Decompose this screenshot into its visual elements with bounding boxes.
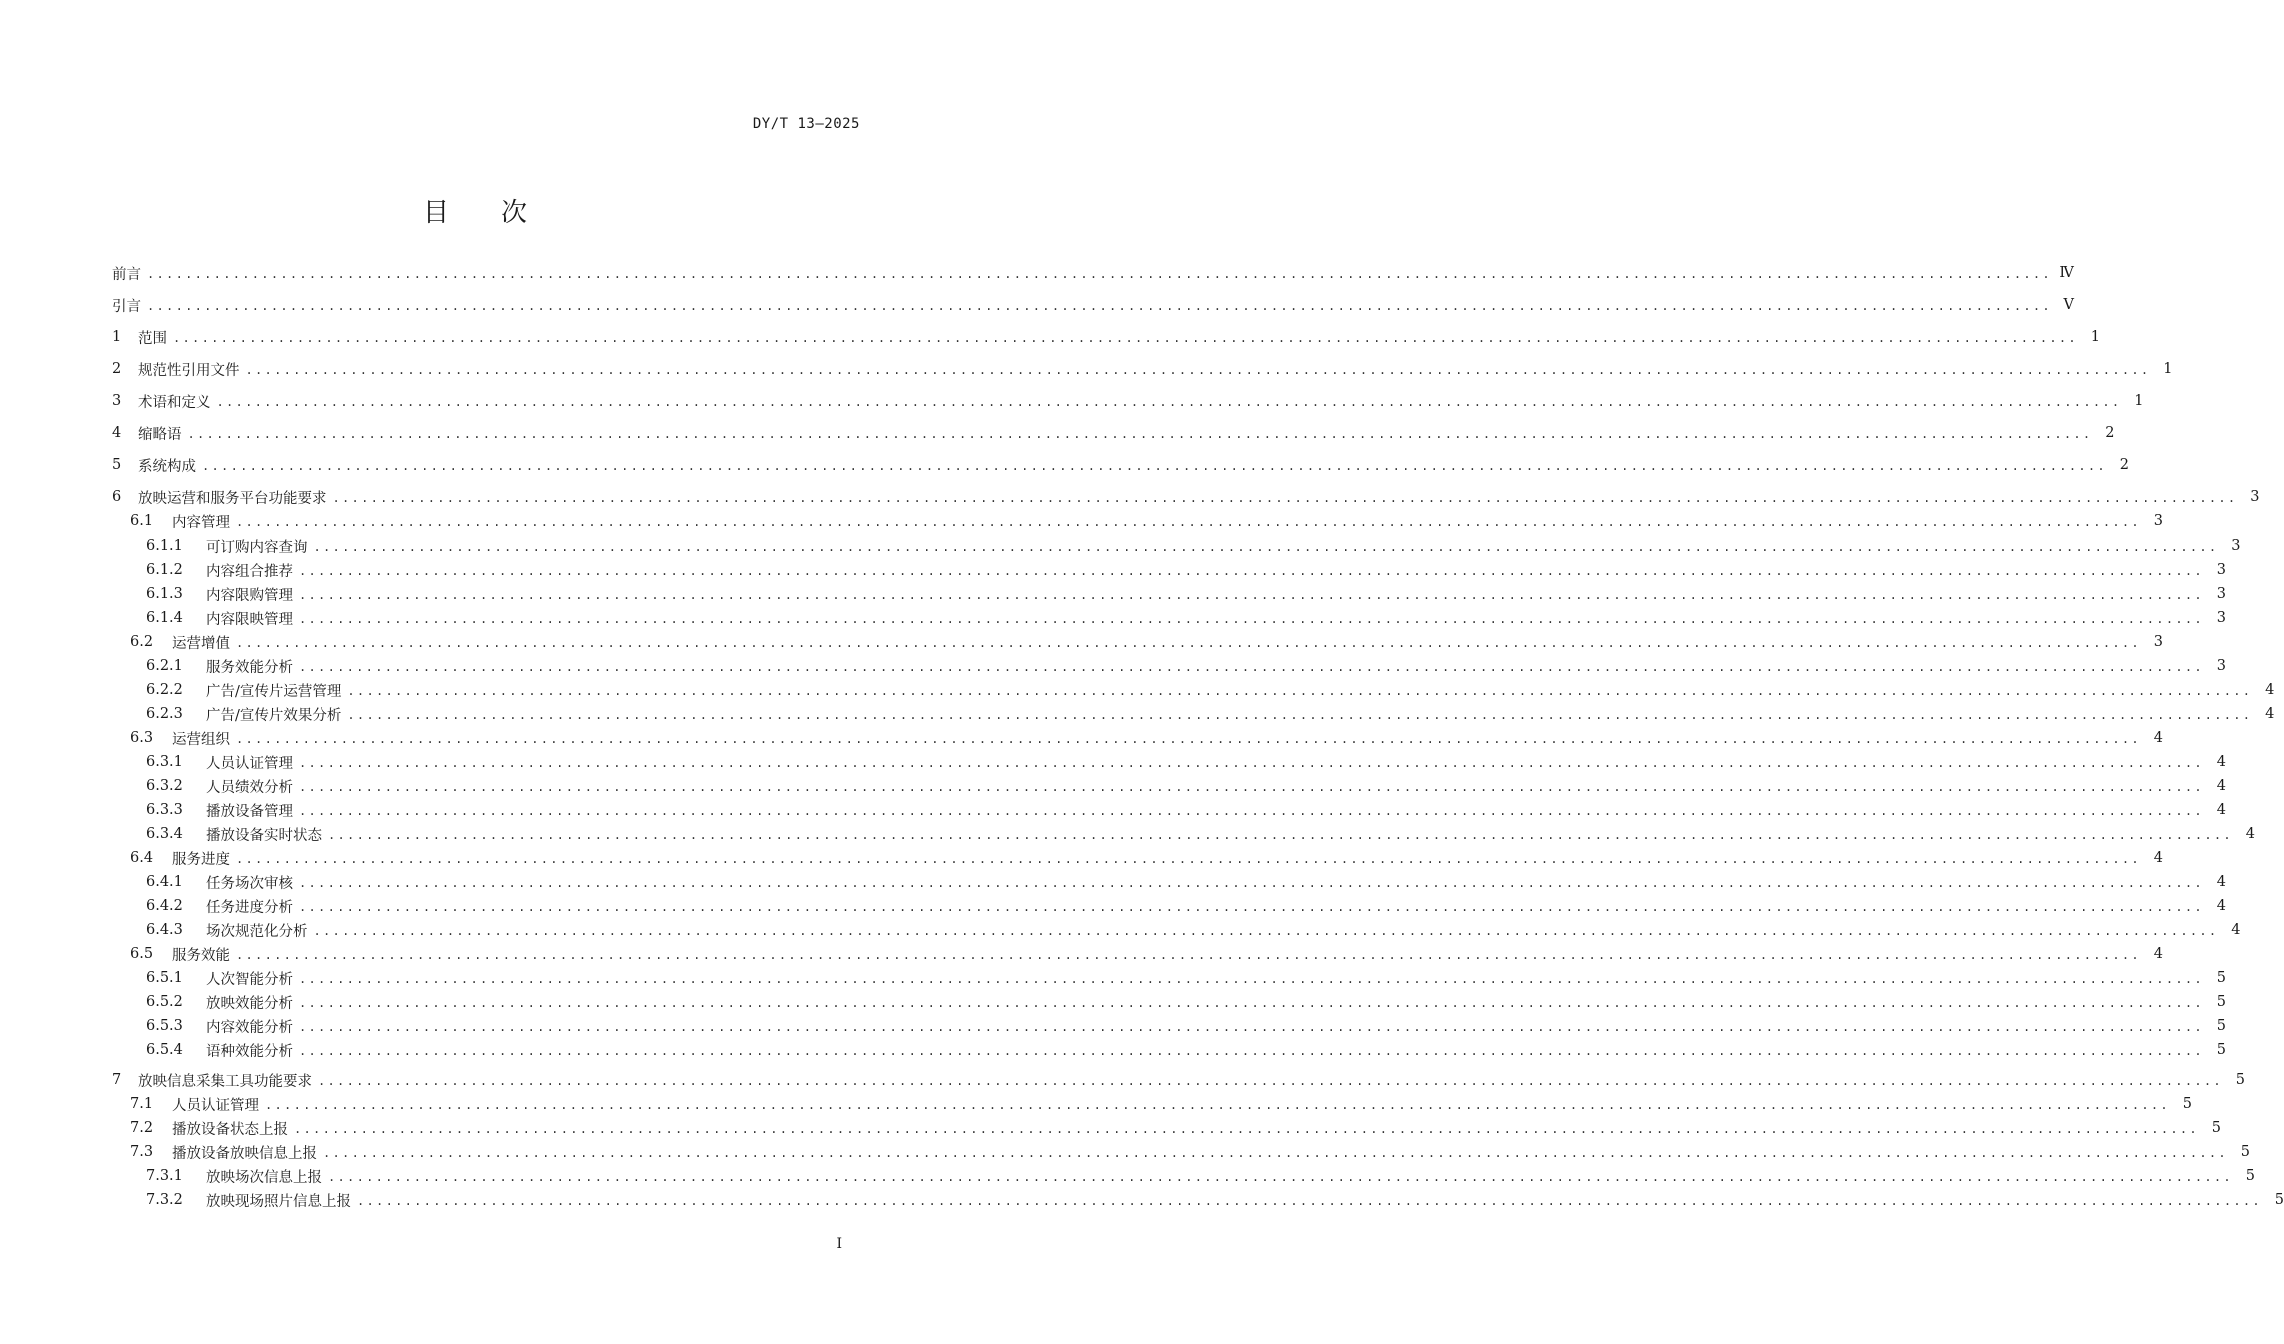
toc-entry-page: 4 <box>2153 730 2163 746</box>
toc-entry-page: 1 <box>2090 329 2100 345</box>
toc-entry[interactable] <box>112 535 2241 557</box>
toc-entry-label: 内容效能分析 <box>206 1019 293 1036</box>
toc-entry[interactable] <box>112 679 2275 701</box>
toc-entry-page: 4 <box>2216 874 2226 890</box>
toc-entry[interactable] <box>112 422 2115 444</box>
toc-entry-label: 播放设备状态上报 <box>172 1121 288 1138</box>
toc-entry-label: 缩略语 <box>138 426 182 443</box>
toc-leader-dots: ........................................................................................................................................................................................................ <box>313 924 2219 938</box>
toc-entry-label: 服务进度 <box>172 851 230 868</box>
toc-entry-page: Ⅴ <box>2063 297 2074 313</box>
toc-entry-page: 4 <box>2231 922 2241 938</box>
toc-entry-number: 6 <box>112 489 122 505</box>
toc-entry[interactable] <box>112 262 2074 284</box>
toc-entry[interactable] <box>112 1141 2250 1163</box>
toc-entry[interactable] <box>112 631 2163 653</box>
toc-entry-number: 6.1.1 <box>146 538 183 554</box>
toc-entry-label: 内容限购管理 <box>206 587 293 604</box>
title-char-1: 目 <box>422 198 449 228</box>
toc-leader-dots: ........................................................................................................................................................................................................ <box>236 852 2141 866</box>
toc-entry-label: 内容管理 <box>172 514 230 531</box>
toc-entry[interactable] <box>112 799 2226 821</box>
toc-leader-dots: ........................................................................................................................................................................................................ <box>328 1170 2233 1184</box>
toc-leader-dots: ........................................................................................................................................................................................................ <box>299 564 2204 578</box>
toc-leader-dots: ........................................................................................................................................................................................................ <box>328 828 2233 842</box>
toc-entry-label: 规范性引用文件 <box>138 362 240 379</box>
toc-entry-label: 广告/宣传片运营管理 <box>206 683 342 700</box>
toc-entry-number: 7.3.1 <box>146 1168 183 1184</box>
toc-entry-label: 人员认证管理 <box>206 755 293 772</box>
toc-leader-dots: ........................................................................................................................................................................................................ <box>202 459 2107 473</box>
toc-leader-dots: ........................................................................................................................................................................................................ <box>318 1074 2223 1088</box>
toc-leader-dots: ........................................................................................................................................................................................................ <box>236 636 2141 650</box>
toc-entry[interactable] <box>112 390 2144 412</box>
toc-entry-page: 2 <box>2119 457 2129 473</box>
toc-entry-page: 2 <box>2105 425 2115 441</box>
toc-entry-label: 前言 <box>112 266 141 283</box>
toc-entry-page: 4 <box>2153 946 2163 962</box>
toc-entry-number: 6.5.1 <box>146 970 183 986</box>
toc-leader-dots: ........................................................................................................................................................................................................ <box>236 515 2141 529</box>
toc-entry[interactable] <box>112 727 2163 749</box>
toc-leader-dots: ........................................................................................................................................................................................................ <box>299 780 2204 794</box>
toc-entry-page: 3 <box>2153 634 2163 650</box>
toc-entry-page: Ⅳ <box>2059 265 2074 281</box>
toc-entry-page: 3 <box>2216 586 2226 602</box>
toc-entry-label: 放映效能分析 <box>206 995 293 1012</box>
toc-entry-page: 5 <box>2216 1042 2226 1058</box>
toc-entry-label: 服务效能分析 <box>206 659 293 676</box>
toc-entry-label: 播放设备管理 <box>206 803 293 820</box>
toc-leader-dots: ........................................................................................................................................................................................................ <box>187 427 2093 441</box>
toc-entry[interactable] <box>112 559 2226 581</box>
toc-entry[interactable] <box>112 1015 2226 1037</box>
toc-entry[interactable] <box>112 1189 2284 1211</box>
toc-entry-label: 播放设备实时状态 <box>206 827 322 844</box>
toc-entry-page: 5 <box>2274 1192 2284 1208</box>
toc-entry[interactable] <box>112 1117 2221 1139</box>
toc-entry[interactable] <box>112 655 2226 677</box>
toc-leader-dots: ........................................................................................................................................................................................................ <box>313 540 2219 554</box>
toc-leader-dots: ........................................................................................................................................................................................................ <box>299 900 2204 914</box>
toc-entry-page: 4 <box>2265 706 2275 722</box>
toc-entry-number: 6.1.2 <box>146 562 183 578</box>
toc-leader-dots: ........................................................................................................................................................................................................ <box>216 395 2122 409</box>
toc-entry[interactable] <box>112 1093 2192 1115</box>
toc-entry[interactable] <box>112 703 2275 725</box>
toc-entry-page: 3 <box>2216 562 2226 578</box>
toc-entry-label: 广告/宣传片效果分析 <box>206 707 342 724</box>
toc-entry-number: 6.3.3 <box>146 802 183 818</box>
toc-entry-page: 3 <box>2231 538 2241 554</box>
toc-entry-label: 系统构成 <box>138 458 196 475</box>
title-char-2: 次 <box>501 198 528 228</box>
toc-leader-dots: ........................................................................................................................................................................................................ <box>265 1098 2170 1112</box>
toc-entry[interactable] <box>112 919 2241 941</box>
toc-entry[interactable] <box>112 847 2163 869</box>
toc-entry[interactable] <box>112 294 2074 316</box>
toc-entry-page: 4 <box>2265 682 2275 698</box>
toc-entry[interactable] <box>112 823 2255 845</box>
toc-leader-dots: ........................................................................................................................................................................................................ <box>147 267 2052 281</box>
toc-entry-number: 6.1 <box>130 513 154 529</box>
toc-entry-label: 范围 <box>138 330 167 347</box>
toc-entry-number: 4 <box>112 425 122 441</box>
toc-entry-number: 3 <box>112 393 122 409</box>
toc-entry-number: 6.4 <box>130 850 154 866</box>
toc-leader-dots: ........................................................................................................................................................................................................ <box>299 588 2204 602</box>
toc-leader-dots: ........................................................................................................................................................................................................ <box>173 331 2078 345</box>
toc-entry-label: 人员认证管理 <box>172 1097 259 1114</box>
toc-entry[interactable] <box>112 486 2260 508</box>
toc-entry-number: 6.4.1 <box>146 874 183 890</box>
toc-entry-label: 内容组合推荐 <box>206 563 293 580</box>
toc-entry-label: 放映场次信息上报 <box>206 1169 322 1186</box>
toc-entry-label: 语种效能分析 <box>206 1043 293 1060</box>
toc-entry-page: 5 <box>2216 970 2226 986</box>
toc-entry-label: 场次规范化分析 <box>206 923 308 940</box>
toc-entry-page: 4 <box>2153 850 2163 866</box>
toc-leader-dots: ........................................................................................................................................................................................................ <box>299 996 2204 1010</box>
toc-entry-page: 5 <box>2235 1072 2245 1088</box>
toc-entry-label: 术语和定义 <box>138 394 211 411</box>
toc-entry[interactable] <box>112 775 2226 797</box>
toc-entry-number: 2 <box>112 361 122 377</box>
toc-leader-dots: ........................................................................................................................................................................................................ <box>332 491 2238 505</box>
toc-entry-number: 7 <box>112 1072 122 1088</box>
toc-entry-label: 人次智能分析 <box>206 971 293 988</box>
toc-entry[interactable] <box>112 751 2226 773</box>
toc-entry-number: 1 <box>112 329 122 345</box>
toc-entry-page: 3 <box>2216 658 2226 674</box>
toc-entry-number: 6.2 <box>130 634 154 650</box>
toc-entry[interactable] <box>112 943 2163 965</box>
toc-entry-number: 6.2.1 <box>146 658 183 674</box>
toc-entry[interactable] <box>112 1069 2245 1091</box>
toc-entry[interactable] <box>112 326 2100 348</box>
toc-leader-dots: ........................................................................................................................................................................................................ <box>299 756 2204 770</box>
toc-entry-number: 7.1 <box>130 1096 154 1112</box>
toc-entry-number: 6.5.4 <box>146 1042 183 1058</box>
toc-entry-label: 运营增值 <box>172 635 230 652</box>
toc-entry-page: 3 <box>2250 489 2260 505</box>
toc-leader-dots: ........................................................................................................................................................................................................ <box>299 660 2204 674</box>
toc-entry-label: 引言 <box>112 298 141 315</box>
toc-entry-number: 6.3.4 <box>146 826 183 842</box>
toc-leader-dots: ........................................................................................................................................................................................................ <box>299 612 2204 626</box>
toc-leader-dots: ........................................................................................................................................................................................................ <box>323 1146 2228 1160</box>
toc-entry[interactable] <box>112 454 2129 476</box>
toc-leader-dots: ........................................................................................................................................................................................................ <box>299 972 2204 986</box>
toc-leader-dots: ........................................................................................................................................................................................................ <box>245 363 2151 377</box>
toc-entry[interactable] <box>112 967 2226 989</box>
toc-entry-number: 5 <box>112 457 122 473</box>
toc-entry-number: 6.4.2 <box>146 898 183 914</box>
toc-leader-dots: ........................................................................................................................................................................................................ <box>236 732 2141 746</box>
toc-entry-number: 6.2.3 <box>146 706 183 722</box>
toc-entry-page: 5 <box>2240 1144 2250 1160</box>
toc-leader-dots: ........................................................................................................................................................................................................ <box>294 1122 2199 1136</box>
toc-entry-number: 6.1.4 <box>146 610 183 626</box>
toc-entry-number: 6.3 <box>130 730 154 746</box>
toc-entry-page: 4 <box>2216 802 2226 818</box>
toc-entry-label: 运营组织 <box>172 731 230 748</box>
toc-entry-page: 5 <box>2216 1018 2226 1034</box>
toc-leader-dots: ........................................................................................................................................................................................................ <box>347 708 2253 722</box>
toc-entry-label: 任务进度分析 <box>206 899 293 916</box>
toc-entry-label: 放映运营和服务平台功能要求 <box>138 490 327 507</box>
toc-leader-dots: ........................................................................................................................................................................................................ <box>347 684 2253 698</box>
toc-entry[interactable] <box>112 510 2163 532</box>
toc-entry-label: 放映信息采集工具功能要求 <box>138 1073 312 1090</box>
toc-entry-number: 6.3.2 <box>146 778 183 794</box>
toc-entry-page: 1 <box>2163 361 2173 377</box>
toc-entry-label: 人员绩效分析 <box>206 779 293 796</box>
toc-entry[interactable] <box>112 871 2226 893</box>
page-number: I <box>836 1236 842 1252</box>
toc-leader-dots: ........................................................................................................................................................................................................ <box>147 299 2052 313</box>
toc-entry-page: 4 <box>2216 898 2226 914</box>
toc-entry-number: 6.5.2 <box>146 994 183 1010</box>
toc-entry-number: 6.2.2 <box>146 682 183 698</box>
toc-entry-page: 5 <box>2182 1096 2192 1112</box>
toc-entry-page: 4 <box>2245 826 2255 842</box>
toc-entry-number: 7.3 <box>130 1144 154 1160</box>
toc-entry-label: 服务效能 <box>172 947 230 964</box>
toc-entry-page: 5 <box>2216 994 2226 1010</box>
toc-entry-number: 6.3.1 <box>146 754 183 770</box>
toc-entry-page: 3 <box>2216 610 2226 626</box>
toc-entry[interactable] <box>112 358 2173 380</box>
toc-entry-label: 内容限映管理 <box>206 611 293 628</box>
toc-entry[interactable] <box>112 991 2226 1013</box>
toc-leader-dots: ........................................................................................................................................................................................................ <box>357 1194 2262 1208</box>
toc-entry-page: 5 <box>2245 1168 2255 1184</box>
toc-entry-number: 6.1.3 <box>146 586 183 602</box>
toc-entry[interactable] <box>112 607 2226 629</box>
toc-entry-page: 5 <box>2211 1120 2221 1136</box>
toc-entry-label: 播放设备放映信息上报 <box>172 1145 317 1162</box>
toc-entry-label: 任务场次审核 <box>206 875 293 892</box>
toc-leader-dots: ........................................................................................................................................................................................................ <box>236 948 2141 962</box>
toc-entry-number: 6.5 <box>130 946 154 962</box>
document-code: DY/T 13—2025 <box>752 116 860 132</box>
toc-entry[interactable] <box>112 583 2226 605</box>
toc-leader-dots: ........................................................................................................................................................................................................ <box>299 876 2204 890</box>
toc-entry[interactable] <box>112 1039 2226 1061</box>
toc-entry-page: 1 <box>2134 393 2144 409</box>
toc-entry-page: 4 <box>2216 778 2226 794</box>
toc-entry-page: 4 <box>2216 754 2226 770</box>
toc-entry[interactable] <box>112 895 2226 917</box>
toc-entry-number: 6.4.3 <box>146 922 183 938</box>
toc-entry-number: 7.2 <box>130 1120 154 1136</box>
toc-leader-dots: ........................................................................................................................................................................................................ <box>299 1044 2204 1058</box>
toc-entry[interactable] <box>112 1165 2255 1187</box>
toc-leader-dots: ........................................................................................................................................................................................................ <box>299 1020 2204 1034</box>
toc-leader-dots: ........................................................................................................................................................................................................ <box>299 804 2204 818</box>
page-title <box>0 192 950 229</box>
toc-entry-page: 3 <box>2153 513 2163 529</box>
toc-entry-label: 放映现场照片信息上报 <box>206 1193 351 1210</box>
toc-entry-number: 6.5.3 <box>146 1018 183 1034</box>
toc-entry-label: 可订购内容查询 <box>206 539 308 556</box>
toc-entry-number: 7.3.2 <box>146 1192 183 1208</box>
